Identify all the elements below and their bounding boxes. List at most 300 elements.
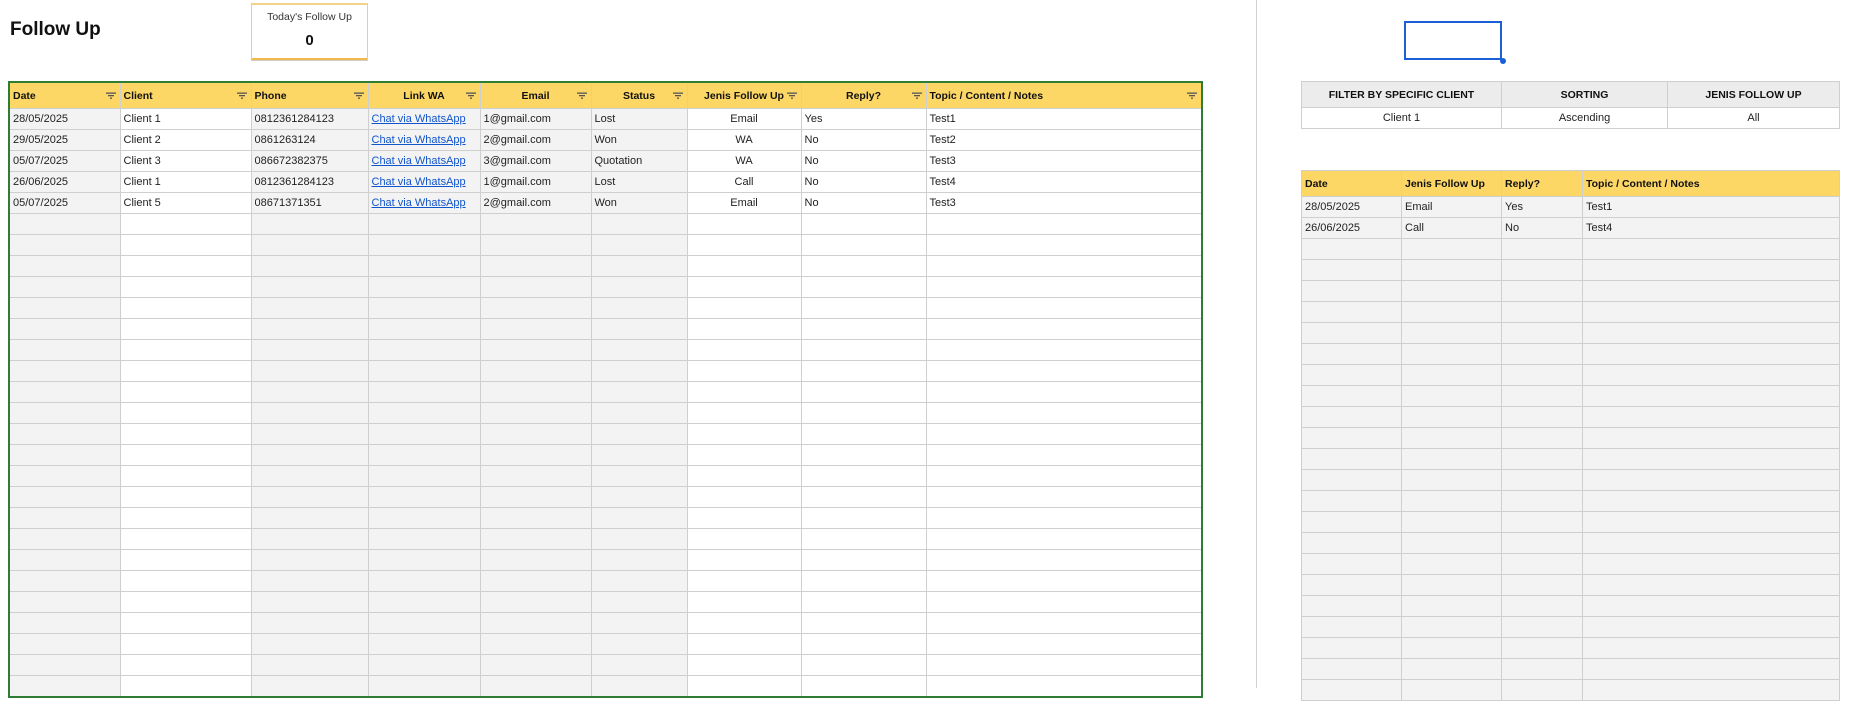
table-row — [9, 151, 1202, 172]
cell-link-wa[interactable] — [368, 592, 480, 613]
whatsapp-link[interactable]: Chat via WhatsApp — [371, 113, 466, 125]
cell-status[interactable]: Won — [591, 130, 687, 151]
column-header-status[interactable]: Status — [591, 82, 687, 109]
cell-topic-notes[interactable] — [926, 466, 1202, 487]
cell-link-wa[interactable] — [368, 529, 480, 550]
cell-client[interactable] — [120, 298, 251, 319]
cell-jenis-follow-up[interactable]: WA — [687, 130, 801, 151]
whatsapp-link[interactable]: Chat via WhatsApp — [371, 176, 466, 188]
column-header-link-wa[interactable]: Link WA — [368, 82, 480, 109]
cell-status[interactable] — [591, 298, 687, 319]
cell-topic-notes[interactable] — [926, 613, 1202, 634]
cell-reply[interactable] — [801, 571, 926, 592]
cell-date[interactable] — [9, 361, 120, 382]
cell-client[interactable] — [120, 529, 251, 550]
cell-status[interactable]: Lost — [591, 109, 687, 130]
cell-reply[interactable] — [801, 298, 926, 319]
cell-status[interactable] — [591, 340, 687, 361]
cell-client[interactable] — [120, 361, 251, 382]
cell-email[interactable] — [480, 634, 591, 655]
cell-reply[interactable] — [801, 340, 926, 361]
cell-client[interactable] — [120, 214, 251, 235]
cell-jenis-follow-up[interactable] — [687, 592, 801, 613]
cell-jenis-follow-up[interactable] — [687, 340, 801, 361]
cell-phone[interactable] — [251, 361, 368, 382]
cell-topic-notes[interactable] — [926, 214, 1202, 235]
cell-client[interactable] — [120, 550, 251, 571]
cell-status[interactable] — [591, 592, 687, 613]
result-cell-date — [1302, 680, 1402, 701]
cell-topic-notes[interactable] — [926, 445, 1202, 466]
cell-phone[interactable]: 0861263124 — [251, 130, 368, 151]
cell-reply[interactable] — [801, 424, 926, 445]
cell-email[interactable] — [480, 613, 591, 634]
cell-jenis-follow-up[interactable] — [687, 235, 801, 256]
cell-phone[interactable] — [251, 235, 368, 256]
cell-phone[interactable] — [251, 508, 368, 529]
cell-reply[interactable]: No — [801, 193, 926, 214]
cell-jenis-follow-up[interactable] — [687, 256, 801, 277]
cell-jenis-follow-up[interactable] — [687, 613, 801, 634]
cell-jenis-follow-up[interactable]: Call — [687, 172, 801, 193]
cell-date[interactable] — [9, 634, 120, 655]
cell-status[interactable] — [591, 634, 687, 655]
cell-status[interactable] — [591, 382, 687, 403]
cell-phone[interactable]: 0812361284123 — [251, 172, 368, 193]
cell-phone[interactable] — [251, 634, 368, 655]
selection-handle[interactable] — [1500, 58, 1506, 64]
cell-phone[interactable] — [251, 676, 368, 698]
cell-link-wa[interactable] — [368, 634, 480, 655]
column-header-email[interactable]: Email — [480, 82, 591, 109]
cell-date[interactable] — [9, 571, 120, 592]
cell-phone[interactable] — [251, 466, 368, 487]
cell-reply[interactable] — [801, 214, 926, 235]
cell-email[interactable] — [480, 529, 591, 550]
cell-phone[interactable] — [251, 550, 368, 571]
cell-topic-notes[interactable] — [926, 256, 1202, 277]
cell-topic-notes[interactable] — [926, 382, 1202, 403]
cell-reply[interactable] — [801, 277, 926, 298]
cell-reply[interactable] — [801, 235, 926, 256]
cell-email[interactable] — [480, 235, 591, 256]
cell-link-wa[interactable] — [368, 256, 480, 277]
cell-reply[interactable] — [801, 445, 926, 466]
result-cell-date: 26/06/2025 — [1302, 218, 1402, 239]
cell-phone[interactable]: 086672382375 — [251, 151, 368, 172]
cell-status[interactable]: Won — [591, 193, 687, 214]
cell-link-wa[interactable] — [368, 340, 480, 361]
cell-jenis-follow-up[interactable] — [687, 487, 801, 508]
cell-status[interactable] — [591, 424, 687, 445]
cell-status[interactable] — [591, 655, 687, 676]
cell-date[interactable] — [9, 445, 120, 466]
cell-jenis-follow-up[interactable] — [687, 571, 801, 592]
cell-status[interactable] — [591, 319, 687, 340]
cell-topic-notes[interactable] — [926, 319, 1202, 340]
cell-phone[interactable] — [251, 340, 368, 361]
filter-icon[interactable] — [106, 92, 116, 99]
cell-email[interactable] — [480, 487, 591, 508]
cell-jenis-follow-up[interactable] — [687, 361, 801, 382]
cell-client[interactable] — [120, 382, 251, 403]
result-row — [1302, 281, 1840, 302]
cell-reply[interactable]: No — [801, 151, 926, 172]
cell-email[interactable] — [480, 550, 591, 571]
cell-topic-notes[interactable] — [926, 571, 1202, 592]
cell-client[interactable] — [120, 256, 251, 277]
today-follow-up-label: Today's Follow Up — [267, 11, 352, 23]
cell-reply[interactable] — [801, 319, 926, 340]
cell-jenis-follow-up[interactable] — [687, 508, 801, 529]
cell-status[interactable] — [591, 613, 687, 634]
cell-phone[interactable] — [251, 592, 368, 613]
page-title: Follow Up — [10, 19, 101, 40]
cell-topic-notes[interactable] — [926, 487, 1202, 508]
cell-email[interactable] — [480, 655, 591, 676]
result-cell-topic-notes — [1583, 554, 1840, 575]
cell-link-wa[interactable] — [368, 403, 480, 424]
cell-status[interactable] — [591, 235, 687, 256]
cell-client[interactable] — [120, 676, 251, 698]
cell-status[interactable] — [591, 256, 687, 277]
result-cell-date — [1302, 617, 1402, 638]
filter-client-select[interactable]: Client 1 — [1302, 108, 1502, 129]
cell-link-wa[interactable] — [368, 235, 480, 256]
cell-reply[interactable] — [801, 634, 926, 655]
cell-topic-notes[interactable]: Test1 — [926, 109, 1202, 130]
cell-email[interactable] — [480, 361, 591, 382]
whatsapp-link[interactable]: Chat via WhatsApp — [371, 155, 466, 167]
cell-email[interactable] — [480, 298, 591, 319]
cell-client[interactable] — [120, 592, 251, 613]
cell-status[interactable] — [591, 445, 687, 466]
result-cell-topic-notes — [1583, 596, 1840, 617]
cell-topic-notes[interactable] — [926, 361, 1202, 382]
cell-reply[interactable] — [801, 529, 926, 550]
cell-jenis-follow-up[interactable] — [687, 298, 801, 319]
cell-link-wa[interactable] — [368, 298, 480, 319]
cell-email[interactable]: 2@gmail.com — [480, 193, 591, 214]
cell-status[interactable] — [591, 529, 687, 550]
cell-reply[interactable] — [801, 550, 926, 571]
cell-link-wa[interactable] — [368, 319, 480, 340]
cell-date[interactable] — [9, 508, 120, 529]
cell-email[interactable]: 3@gmail.com — [480, 151, 591, 172]
filter-icon[interactable] — [354, 92, 364, 99]
cell-reply[interactable]: No — [801, 130, 926, 151]
result-cell-jenis-follow-up — [1402, 533, 1502, 554]
result-cell-topic-notes — [1583, 365, 1840, 386]
cell-status[interactable] — [591, 676, 687, 698]
cell-topic-notes[interactable] — [926, 277, 1202, 298]
cell-client[interactable]: Client 3 — [120, 151, 251, 172]
cell-link-wa[interactable] — [368, 571, 480, 592]
cell-link-wa[interactable] — [368, 466, 480, 487]
cell-client[interactable] — [120, 319, 251, 340]
cell-jenis-follow-up[interactable]: WA — [687, 151, 801, 172]
cell-topic-notes[interactable] — [926, 298, 1202, 319]
cell-client[interactable] — [120, 340, 251, 361]
cell-phone[interactable] — [251, 214, 368, 235]
cell-reply[interactable] — [801, 676, 926, 698]
cell-date[interactable]: 05/07/2025 — [9, 193, 120, 214]
cell-email[interactable]: 1@gmail.com — [480, 109, 591, 130]
cell-status[interactable] — [591, 277, 687, 298]
cell-email[interactable] — [480, 424, 591, 445]
cell-jenis-follow-up[interactable] — [687, 655, 801, 676]
cell-email[interactable] — [480, 382, 591, 403]
selected-cell[interactable] — [1404, 21, 1502, 60]
cell-reply[interactable] — [801, 256, 926, 277]
table-row — [9, 298, 1202, 319]
cell-link-wa[interactable] — [368, 676, 480, 698]
cell-jenis-follow-up[interactable]: Email — [687, 193, 801, 214]
cell-client[interactable] — [120, 634, 251, 655]
cell-date[interactable]: 28/05/2025 — [9, 109, 120, 130]
cell-jenis-follow-up[interactable] — [687, 634, 801, 655]
result-cell-date — [1302, 302, 1402, 323]
cell-reply[interactable] — [801, 655, 926, 676]
cell-date[interactable] — [9, 655, 120, 676]
cell-link-wa[interactable] — [368, 445, 480, 466]
cell-client[interactable] — [120, 445, 251, 466]
sorting-select[interactable]: Ascending — [1502, 108, 1668, 129]
cell-date[interactable] — [9, 214, 120, 235]
cell-status[interactable] — [591, 571, 687, 592]
cell-topic-notes[interactable] — [926, 424, 1202, 445]
cell-email[interactable] — [480, 508, 591, 529]
cell-date[interactable] — [9, 676, 120, 698]
cell-jenis-follow-up[interactable] — [687, 445, 801, 466]
cell-date[interactable] — [9, 487, 120, 508]
column-header-phone[interactable]: Phone — [251, 82, 368, 109]
cell-phone[interactable] — [251, 277, 368, 298]
whatsapp-link[interactable]: Chat via WhatsApp — [371, 197, 466, 209]
cell-date[interactable] — [9, 319, 120, 340]
cell-phone[interactable] — [251, 424, 368, 445]
cell-jenis-follow-up[interactable] — [687, 382, 801, 403]
cell-email[interactable]: 1@gmail.com — [480, 172, 591, 193]
cell-client[interactable]: Client 5 — [120, 193, 251, 214]
cell-phone[interactable]: 08671371351 — [251, 193, 368, 214]
cell-reply[interactable]: No — [801, 172, 926, 193]
column-header-reply[interactable]: Reply? — [801, 82, 926, 109]
cell-reply[interactable] — [801, 466, 926, 487]
result-cell-jenis-follow-up — [1402, 596, 1502, 617]
cell-jenis-follow-up[interactable] — [687, 529, 801, 550]
cell-topic-notes[interactable]: Test3 — [926, 193, 1202, 214]
result-cell-date — [1302, 281, 1402, 302]
cell-topic-notes[interactable] — [926, 676, 1202, 698]
cell-client[interactable] — [120, 403, 251, 424]
cell-status[interactable] — [591, 214, 687, 235]
cell-phone[interactable] — [251, 319, 368, 340]
filter-icon[interactable] — [237, 92, 247, 99]
cell-client[interactable] — [120, 235, 251, 256]
cell-status[interactable]: Quotation — [591, 151, 687, 172]
cell-topic-notes[interactable]: Test2 — [926, 130, 1202, 151]
cell-date[interactable] — [9, 256, 120, 277]
cell-link-wa[interactable] — [368, 613, 480, 634]
cell-email[interactable] — [480, 340, 591, 361]
cell-phone[interactable] — [251, 613, 368, 634]
cell-status[interactable]: Lost — [591, 172, 687, 193]
result-cell-jenis-follow-up — [1402, 512, 1502, 533]
cell-status[interactable] — [591, 550, 687, 571]
cell-client[interactable]: Client 1 — [120, 109, 251, 130]
cell-email[interactable] — [480, 592, 591, 613]
cell-status[interactable] — [591, 487, 687, 508]
cell-phone[interactable] — [251, 529, 368, 550]
filter-icon[interactable] — [466, 92, 476, 99]
cell-jenis-follow-up[interactable] — [687, 319, 801, 340]
cell-status[interactable] — [591, 466, 687, 487]
cell-link-wa[interactable] — [368, 214, 480, 235]
filter-icon[interactable] — [912, 92, 922, 99]
cell-link-wa[interactable] — [368, 277, 480, 298]
cell-reply[interactable] — [801, 592, 926, 613]
cell-jenis-follow-up[interactable] — [687, 676, 801, 698]
cell-link-wa[interactable] — [368, 361, 480, 382]
cell-reply[interactable] — [801, 361, 926, 382]
cell-reply[interactable] — [801, 487, 926, 508]
result-cell-date — [1302, 659, 1402, 680]
cell-date[interactable] — [9, 403, 120, 424]
cell-topic-notes[interactable]: Test4 — [926, 172, 1202, 193]
filter-icon[interactable] — [673, 92, 683, 99]
filter-icon[interactable] — [787, 92, 797, 99]
cell-link-wa[interactable] — [368, 550, 480, 571]
cell-email[interactable] — [480, 571, 591, 592]
cell-jenis-follow-up[interactable] — [687, 277, 801, 298]
cell-email[interactable] — [480, 319, 591, 340]
cell-jenis-follow-up[interactable]: Email — [687, 109, 801, 130]
result-cell-reply — [1502, 323, 1583, 344]
cell-email[interactable] — [480, 445, 591, 466]
cell-date[interactable] — [9, 382, 120, 403]
cell-client[interactable] — [120, 277, 251, 298]
filter-icon[interactable] — [577, 92, 587, 99]
cell-phone[interactable]: 0812361284123 — [251, 109, 368, 130]
cell-client[interactable] — [120, 613, 251, 634]
cell-reply[interactable] — [801, 508, 926, 529]
result-cell-reply — [1502, 554, 1583, 575]
cell-client[interactable] — [120, 571, 251, 592]
table-row — [9, 130, 1202, 151]
cell-client[interactable]: Client 1 — [120, 172, 251, 193]
cell-email[interactable] — [480, 277, 591, 298]
cell-phone[interactable] — [251, 487, 368, 508]
result-cell-topic-notes — [1583, 533, 1840, 554]
cell-topic-notes[interactable]: Test3 — [926, 151, 1202, 172]
column-header-topic-notes[interactable]: Topic / Content / Notes — [926, 82, 1202, 109]
cell-topic-notes[interactable] — [926, 508, 1202, 529]
cell-date[interactable] — [9, 235, 120, 256]
cell-client[interactable]: Client 2 — [120, 130, 251, 151]
cell-email[interactable] — [480, 676, 591, 698]
cell-reply[interactable] — [801, 403, 926, 424]
cell-jenis-follow-up[interactable] — [687, 550, 801, 571]
cell-client[interactable] — [120, 655, 251, 676]
cell-date[interactable] — [9, 424, 120, 445]
cell-topic-notes[interactable] — [926, 529, 1202, 550]
cell-link-wa[interactable] — [368, 424, 480, 445]
cell-email[interactable] — [480, 466, 591, 487]
column-header-date[interactable]: Date — [9, 82, 120, 109]
whatsapp-link[interactable]: Chat via WhatsApp — [371, 134, 466, 146]
jenis-follow-up-filter-select[interactable]: All — [1668, 108, 1840, 129]
cell-jenis-follow-up[interactable] — [687, 214, 801, 235]
cell-date[interactable] — [9, 613, 120, 634]
cell-link-wa[interactable] — [368, 655, 480, 676]
cell-date[interactable]: 26/06/2025 — [9, 172, 120, 193]
cell-phone[interactable] — [251, 382, 368, 403]
cell-date[interactable] — [9, 298, 120, 319]
cell-client[interactable] — [120, 466, 251, 487]
cell-phone[interactable] — [251, 571, 368, 592]
cell-email[interactable] — [480, 403, 591, 424]
cell-email[interactable] — [480, 214, 591, 235]
cell-date[interactable] — [9, 340, 120, 361]
cell-jenis-follow-up[interactable] — [687, 403, 801, 424]
filter-icon[interactable] — [1187, 92, 1197, 99]
cell-date[interactable] — [9, 550, 120, 571]
result-cell-topic-notes — [1583, 428, 1840, 449]
cell-jenis-follow-up[interactable] — [687, 424, 801, 445]
cell-topic-notes[interactable] — [926, 634, 1202, 655]
cell-phone[interactable] — [251, 445, 368, 466]
cell-topic-notes[interactable] — [926, 655, 1202, 676]
cell-client[interactable] — [120, 487, 251, 508]
cell-date[interactable]: 05/07/2025 — [9, 151, 120, 172]
cell-link-wa[interactable] — [368, 508, 480, 529]
cell-date[interactable] — [9, 529, 120, 550]
cell-topic-notes[interactable] — [926, 235, 1202, 256]
column-header-jenis-follow-up[interactable]: Jenis Follow Up — [687, 82, 801, 109]
cell-status[interactable] — [591, 508, 687, 529]
cell-topic-notes[interactable] — [926, 340, 1202, 361]
result-cell-jenis-follow-up — [1402, 281, 1502, 302]
cell-link-wa[interactable] — [368, 382, 480, 403]
column-header-client[interactable]: Client — [120, 82, 251, 109]
cell-phone[interactable] — [251, 298, 368, 319]
cell-phone[interactable] — [251, 256, 368, 277]
cell-client[interactable] — [120, 508, 251, 529]
cell-link-wa[interactable] — [368, 487, 480, 508]
cell-email[interactable]: 2@gmail.com — [480, 130, 591, 151]
cell-topic-notes[interactable] — [926, 403, 1202, 424]
cell-date[interactable] — [9, 466, 120, 487]
cell-date[interactable] — [9, 592, 120, 613]
cell-reply[interactable]: Yes — [801, 109, 926, 130]
cell-status[interactable] — [591, 403, 687, 424]
cell-client[interactable] — [120, 424, 251, 445]
cell-topic-notes[interactable] — [926, 592, 1202, 613]
cell-jenis-follow-up[interactable] — [687, 466, 801, 487]
cell-phone[interactable] — [251, 403, 368, 424]
cell-topic-notes[interactable] — [926, 550, 1202, 571]
cell-email[interactable] — [480, 256, 591, 277]
cell-status[interactable] — [591, 361, 687, 382]
cell-date[interactable]: 29/05/2025 — [9, 130, 120, 151]
cell-phone[interactable] — [251, 655, 368, 676]
cell-reply[interactable] — [801, 382, 926, 403]
result-row — [1302, 638, 1840, 659]
cell-reply[interactable] — [801, 613, 926, 634]
cell-date[interactable] — [9, 277, 120, 298]
result-cell-date — [1302, 638, 1402, 659]
